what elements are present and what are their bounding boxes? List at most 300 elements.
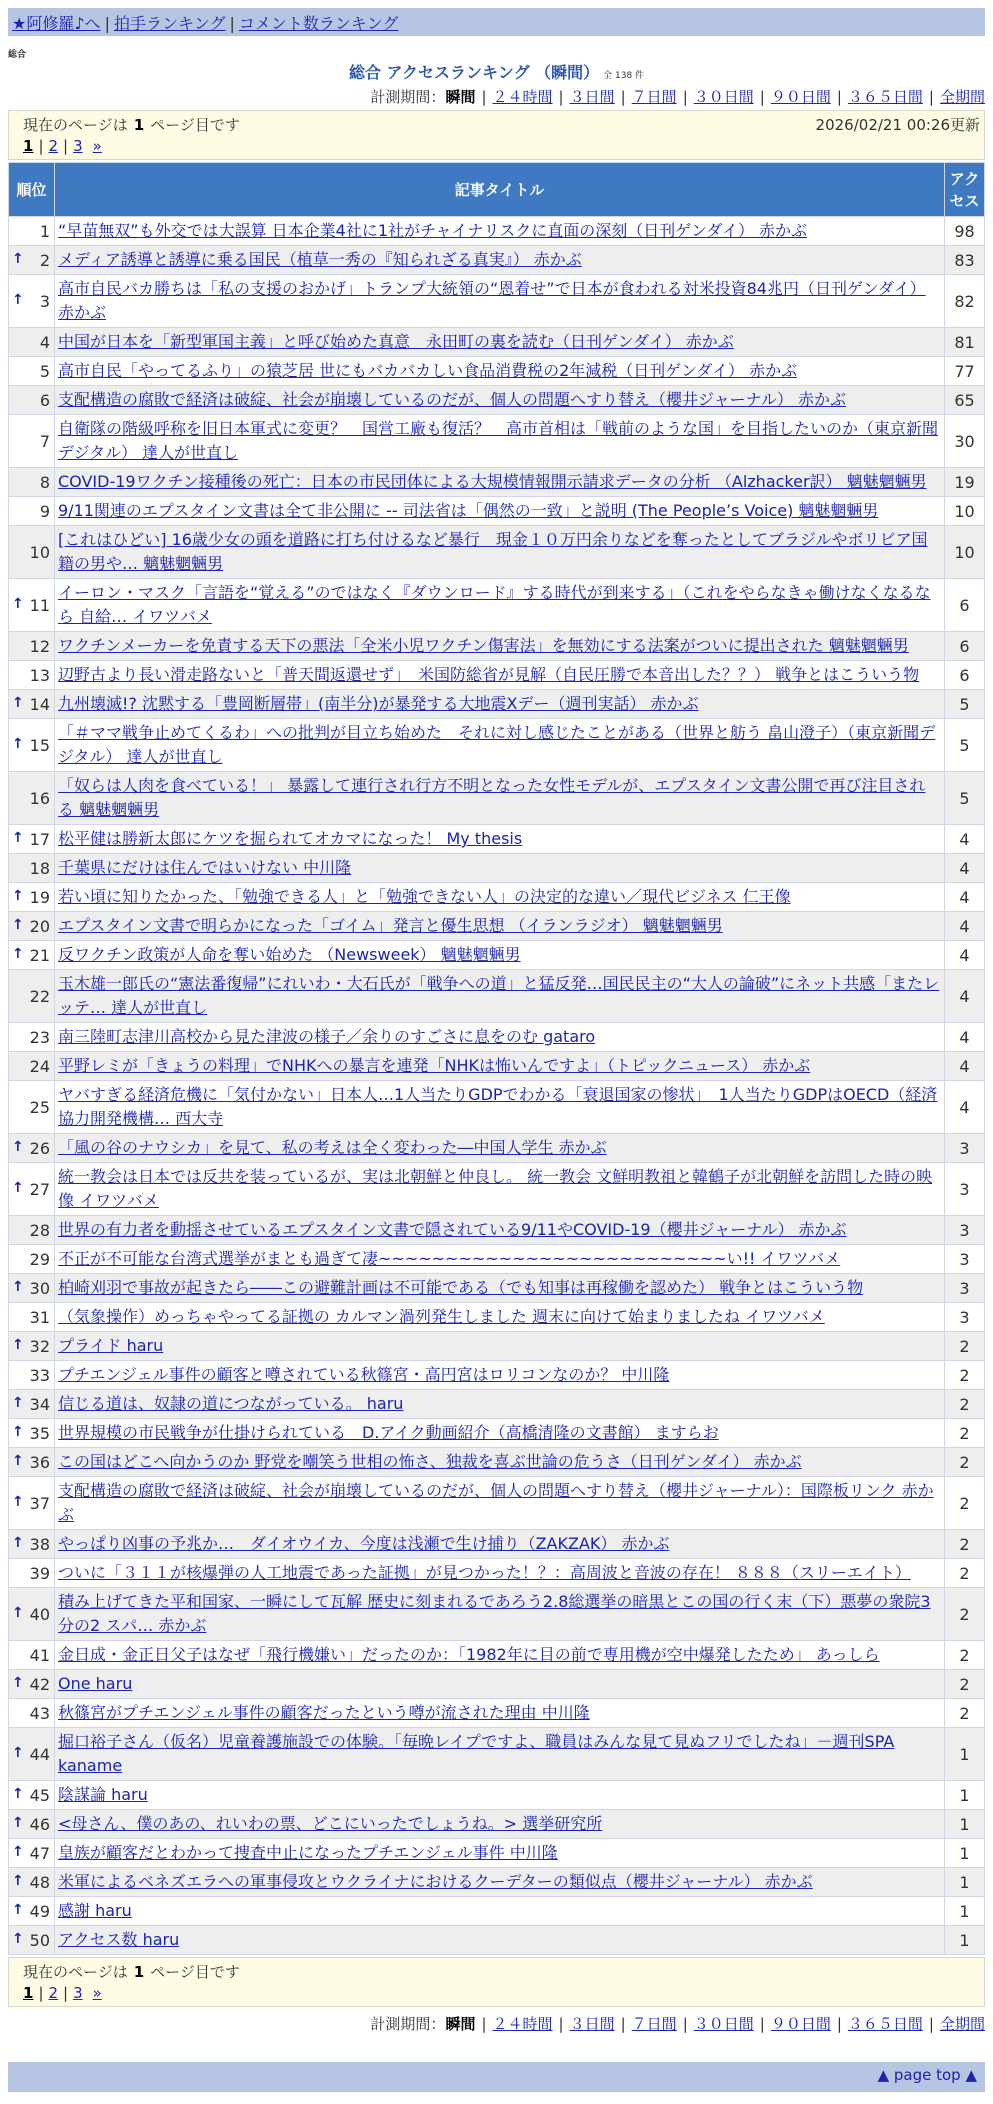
rank-number: 48 xyxy=(29,1872,50,1892)
title-cell xyxy=(55,1303,945,1332)
period-link[interactable]: ３６５日間 xyxy=(847,88,923,106)
article-link[interactable]: 平野レミが「きょうの料理」でNHKへの暴言を連発「NHKは怖いんですよ」（トピックニュース） 赤かぶ xyxy=(58,1056,811,1075)
period-link[interactable]: ２４時間 xyxy=(492,2015,553,2033)
title-cell xyxy=(55,1728,945,1781)
rank-cell xyxy=(9,526,55,579)
title-cell xyxy=(55,1641,945,1670)
article-link[interactable]: 信じる道は、奴隷の道につながっている。 haru xyxy=(58,1394,404,1413)
article-link[interactable]: 南三陸町志津川高校から見た津波の様子／余りのすごさに息をのむ gataro xyxy=(58,1027,596,1046)
article-link[interactable]: 世界の有力者を動揺させているエプスタイン文書で隠されている9/11やCOVID-19（櫻井ジャーナル） 赤かぶ xyxy=(58,1220,847,1239)
title-cell xyxy=(55,246,945,275)
article-link[interactable]: 秋篠宮がプチエンジェル事件の顧客だったという噂が流された理由 中川隆 xyxy=(58,1703,590,1722)
article-link[interactable]: 中国が日本を「新型軍国主義」と呼び始めた真意 永田町の裏を読む（日刊ゲンダイ） 赤かぶ xyxy=(58,332,734,351)
rank-number: 9 xyxy=(39,501,50,521)
table-row xyxy=(9,912,985,941)
article-link[interactable]: メディア誘導と誘導に乗る国民（植草一秀の『知られざる真実』） 赤かぶ xyxy=(58,250,582,269)
title-cell xyxy=(55,468,945,497)
rank-cell xyxy=(9,1839,55,1868)
rank-up-arrow-icon: ↑ xyxy=(12,1336,24,1353)
access-count: 10 xyxy=(945,497,985,526)
article-link[interactable]: 「風の谷のナウシカ」を見て、私の考えは全く変わった―中国人学生 赤かぶ xyxy=(58,1138,607,1157)
access-count: 81 xyxy=(945,328,985,357)
rank-cell xyxy=(9,1448,55,1477)
access-count: 2 xyxy=(945,1559,985,1588)
period-separator: | xyxy=(682,88,688,106)
table-row xyxy=(9,497,985,526)
access-count: 6 xyxy=(945,661,985,690)
title-cell xyxy=(55,415,945,468)
col-title-header: 記事タイトル xyxy=(55,163,945,217)
title-cell xyxy=(55,970,945,1023)
rank-cell xyxy=(9,468,55,497)
article-link[interactable]: 支配構造の腐敗で経済は破綻、社会が崩壊しているのだが、個人の問題へすり替え（櫻井ジャーナル）：国際板リンク 赤かぶ xyxy=(58,1481,934,1524)
page-links xyxy=(23,137,970,155)
rank-number: 43 xyxy=(29,1703,50,1723)
access-count: 1 xyxy=(945,1868,985,1897)
rank-up-arrow-icon: ↑ xyxy=(12,1814,24,1831)
rank-up-arrow-icon: ↑ xyxy=(12,1138,24,1155)
title-cell xyxy=(55,1926,945,1955)
article-link[interactable]: ついに「３１１が核爆弾の人工地震であった証拠」が見つかった！？：高周波と音波の存在！ ８８８（スリーエイト） xyxy=(58,1563,911,1582)
rank-number: 23 xyxy=(29,1027,50,1047)
period-link[interactable]: 全期間 xyxy=(939,88,985,106)
access-count: 2 xyxy=(945,1670,985,1699)
title-cell xyxy=(55,854,945,883)
title-cell xyxy=(55,1868,945,1897)
current-page-number: 1 xyxy=(133,116,145,134)
title-cell xyxy=(55,1670,945,1699)
rank-number: 36 xyxy=(29,1452,50,1472)
rank-up-arrow-icon: ↑ xyxy=(12,250,24,267)
article-link[interactable]: 世界規模の市民戦争が仕掛けられている D.アイク動画紹介（高橋清隆の文書館） ますらお xyxy=(58,1423,719,1442)
access-count: 2 xyxy=(945,1448,985,1477)
rank-number: 39 xyxy=(29,1563,50,1583)
access-count: 4 xyxy=(945,825,985,854)
rank-up-arrow-icon: ↑ xyxy=(12,1901,24,1918)
table-row xyxy=(9,941,985,970)
rank-number: 5 xyxy=(39,361,50,381)
rank-cell xyxy=(9,1274,55,1303)
table-row xyxy=(9,328,985,357)
article-link[interactable]: 高市自民「やってるふり」の猿芝居 世にもバカバカしい食品消費税の2年減税（日刊ゲンダイ） 赤かぶ xyxy=(58,361,798,380)
rank-up-arrow-icon: ↑ xyxy=(12,1394,24,1411)
period-link[interactable]: ３０日間 xyxy=(693,2015,754,2033)
article-link[interactable]: COVID-19ワクチン接種後の死亡：日本の市民団体による大規模情報開示請求データの分析 （Alzhacker訳） 魑魅魍魎男 xyxy=(58,472,927,491)
page-separator: | xyxy=(63,137,69,155)
rank-cell xyxy=(9,1477,55,1530)
rank-cell xyxy=(9,1052,55,1081)
article-link[interactable]: 積み上げてきた平和国家、一瞬にして瓦解 歴史に刻まれるであろう2.8総選挙の暗黒とこの国の行く末（下）悪夢の衆院3分の2 スパ… 赤かぶ xyxy=(58,1592,931,1635)
access-count: 2 xyxy=(945,1699,985,1728)
next-page-link[interactable]: » xyxy=(92,1984,102,2002)
table-row xyxy=(9,1332,985,1361)
rank-up-arrow-icon: ↑ xyxy=(12,735,24,752)
access-count: 1 xyxy=(945,1810,985,1839)
period-label: 計測期間： xyxy=(370,2015,446,2033)
article-link[interactable]: 「＃ママ戦争止めてくるわ」への批判が目立ち始めた それに対し感じたことがある（世界と舫う 畠山澄子）（東京新聞デジタル） 達人が世直し xyxy=(58,723,936,766)
article-link[interactable]: 自衛隊の階級呼称を旧日本軍式に変更？ 国営工廠も復活？ 高市首相は「戦前のような国」を目指したいのか（東京新聞デジタル） 達人が世直し xyxy=(58,419,939,462)
title-cell xyxy=(55,526,945,579)
article-link[interactable]: 「奴らは人肉を食べている！」 暴露して連行され行方不明となった女性モデルが、エプスタイン文書公開で再び注目される 魑魅魍魎男 xyxy=(58,776,926,819)
rank-number: 45 xyxy=(29,1785,50,1805)
rank-cell xyxy=(9,1419,55,1448)
table-row xyxy=(9,1303,985,1332)
rank-cell xyxy=(9,1216,55,1245)
access-count: 98 xyxy=(945,217,985,246)
table-row xyxy=(9,1728,985,1781)
article-link[interactable]: 米軍によるベネズエラへの軍事侵攻とウクライナにおけるクーデターの類似点（櫻井ジャーナル） 赤かぶ xyxy=(58,1872,813,1891)
rank-number: 37 xyxy=(29,1493,50,1513)
table-row xyxy=(9,719,985,772)
article-link[interactable]: プチエンジェル事件の顧客と噂されている秋篠宮・高円宮はロリコンなのか？ 中川隆 xyxy=(58,1365,670,1384)
rank-cell xyxy=(9,1781,55,1810)
rank-cell xyxy=(9,579,55,632)
title-cell xyxy=(55,1810,945,1839)
table-row xyxy=(9,632,985,661)
title-cell xyxy=(55,1216,945,1245)
article-link[interactable]: 反ワクチン政策が人命を奪い始めた （Newsweek） 魑魅魍魎男 xyxy=(58,945,521,964)
rank-cell xyxy=(9,941,55,970)
table-row xyxy=(9,275,985,328)
rank-number: 4 xyxy=(39,332,50,352)
access-count: 4 xyxy=(945,941,985,970)
table-row xyxy=(9,1361,985,1390)
access-count: 6 xyxy=(945,632,985,661)
rank-number: 50 xyxy=(29,1930,50,1950)
table-row xyxy=(9,1670,985,1699)
rank-up-arrow-icon: ↑ xyxy=(12,1423,24,1440)
rank-up-arrow-icon: ↑ xyxy=(12,1674,24,1691)
article-link[interactable]: ワクチンメーカーを免責する天下の悪法「全米小児ワクチン傷害法」を無効にする法案がついに提出された 魑魅魍魎男 xyxy=(58,636,909,655)
article-link[interactable]: ヤバすぎる経済危機に「気付かない」日本人…1人当たりGDPでわかる「衰退国家の惨状」 1人当たりGDPはOECD（経済協力開発機構… 西大寺 xyxy=(58,1085,938,1128)
title-cell xyxy=(55,772,945,825)
title-cell xyxy=(55,1477,945,1530)
period-link[interactable]: ７日間 xyxy=(631,88,677,106)
period-link[interactable]: ７日間 xyxy=(631,2015,677,2033)
table-row xyxy=(9,579,985,632)
article-link[interactable]: 高市自民バカ勝ちは「私の支援のおかげ」トランプ大統領の“恩着せ”で日本が食われる対米投資84兆円（日刊ゲンダイ） 赤かぶ xyxy=(58,279,926,322)
updated-timestamp: 2026/02/21 00:26更新 xyxy=(815,116,980,134)
total-count: 全 138 件 xyxy=(603,71,645,81)
table-row xyxy=(9,970,985,1023)
article-link[interactable]: エプスタイン文書で明らかになった「ゴイム」発言と優生思想 （イランラジオ） 魑魅魍魎男 xyxy=(58,916,723,935)
access-count: 2 xyxy=(945,1530,985,1559)
category-label: 総合 xyxy=(8,50,27,60)
article-link[interactable]: やっぱり凶事の予兆か… ダイオウイカ、今度は浅瀬で生け捕り（ZAKZAK） 赤かぶ xyxy=(58,1534,670,1553)
access-count: 3 xyxy=(945,1163,985,1216)
rank-up-arrow-icon: ↑ xyxy=(12,945,24,962)
title-cell xyxy=(55,1361,945,1390)
rank-up-arrow-icon: ↑ xyxy=(12,916,24,933)
title-cell xyxy=(55,1163,945,1216)
period-separator: | xyxy=(558,88,564,106)
page-separator: | xyxy=(63,1984,69,2002)
title-cell xyxy=(55,1332,945,1361)
comment-ranking-link[interactable]: コメント数ランキング xyxy=(238,14,399,33)
rank-number: 41 xyxy=(29,1645,50,1665)
rank-cell xyxy=(9,825,55,854)
article-link[interactable]: 松平健は勝新太郎にケツを掘られてオカマになった！ My thesis xyxy=(58,829,523,848)
rank-cell xyxy=(9,690,55,719)
article-link[interactable]: 若い頃に知りたかった、「勉強できる人」と「勉強できない人」の決定的な違い／現代ビジネス 仁王像 xyxy=(58,887,791,906)
access-count: 4 xyxy=(945,1052,985,1081)
table-row xyxy=(9,1081,985,1134)
article-link[interactable]: 支配構造の腐敗で経済は破綻、社会が崩壊しているのだが、個人の問題へすり替え（櫻井ジャーナル） 赤かぶ xyxy=(58,390,846,409)
rank-up-arrow-icon: ↑ xyxy=(12,887,24,904)
rank-up-arrow-icon: ↑ xyxy=(12,1604,24,1621)
rank-cell xyxy=(9,1530,55,1559)
table-row xyxy=(9,1897,985,1926)
title-cell xyxy=(55,632,945,661)
rank-cell xyxy=(9,1641,55,1670)
rank-number: 30 xyxy=(29,1278,50,1298)
period-link[interactable]: ９０日間 xyxy=(770,88,831,106)
rank-number: 31 xyxy=(29,1307,50,1327)
period-separator: | xyxy=(620,2015,626,2033)
table-row xyxy=(9,1588,985,1641)
article-link[interactable]: [これはひどい] 16歳少女の頭を道路に打ち付けるなど暴行 現金１０万円余りなどを奪ったとしてブラジルやボリビア国籍の男や… 魑魅魍魎男 xyxy=(58,530,928,573)
rank-cell xyxy=(9,1897,55,1926)
page-links xyxy=(23,1984,970,2002)
period-label: 計測期間： xyxy=(370,88,446,106)
period-selector-bottom xyxy=(8,2013,985,2034)
rank-number: 33 xyxy=(29,1365,50,1385)
rank-cell xyxy=(9,1361,55,1390)
period-link[interactable]: ２４時間 xyxy=(492,88,553,106)
title-cell xyxy=(55,825,945,854)
ranking-title: 総合 アクセスランキング （瞬間） xyxy=(348,63,600,82)
title-cell xyxy=(55,1390,945,1419)
rank-up-arrow-icon: ↑ xyxy=(12,1872,24,1889)
rank-up-arrow-icon: ↑ xyxy=(12,595,24,612)
access-count: 1 xyxy=(945,1926,985,1955)
rank-cell xyxy=(9,632,55,661)
top-nav-bar: ★阿修羅♪へ | 拍手ランキング | コメント数ランキング xyxy=(8,8,985,36)
title-cell xyxy=(55,328,945,357)
bottom-bar xyxy=(8,2062,985,2092)
period-current: 瞬間 xyxy=(445,2015,476,2033)
table-row xyxy=(9,1245,985,1274)
period-link[interactable]: 全期間 xyxy=(939,2015,985,2033)
article-link[interactable]: One haru xyxy=(58,1674,133,1693)
page-separator: | xyxy=(38,1984,44,2002)
rank-cell xyxy=(9,386,55,415)
period-separator: | xyxy=(558,2015,564,2033)
rank-cell xyxy=(9,1134,55,1163)
rank-up-arrow-icon: ↑ xyxy=(12,1930,24,1947)
title-cell xyxy=(55,1274,945,1303)
current-page-number: 1 xyxy=(133,1963,145,1981)
access-count: 30 xyxy=(945,415,985,468)
table-row xyxy=(9,1274,985,1303)
rank-number: 13 xyxy=(29,665,50,685)
table-row xyxy=(9,357,985,386)
table-row xyxy=(9,1781,985,1810)
rank-number: 10 xyxy=(29,542,50,562)
title-cell xyxy=(55,690,945,719)
article-link[interactable]: 九州壊滅!? 沈黙する「豊岡断層帯」(南半分)が暴発する大地震Xデー（週刊実話） 赤かぶ xyxy=(58,694,699,713)
page-current: 1 xyxy=(23,1984,34,2002)
table-row xyxy=(9,1839,985,1868)
title-cell xyxy=(55,941,945,970)
rank-number: 22 xyxy=(29,986,50,1006)
rank-cell xyxy=(9,1390,55,1419)
title-cell xyxy=(55,1448,945,1477)
access-count: 5 xyxy=(945,719,985,772)
title-cell xyxy=(55,1588,945,1641)
table-row xyxy=(9,1419,985,1448)
access-count: 1 xyxy=(945,1839,985,1868)
rank-number: 18 xyxy=(29,858,50,878)
access-count: 2 xyxy=(945,1588,985,1641)
title-cell xyxy=(55,217,945,246)
rank-cell xyxy=(9,497,55,526)
rank-number: 46 xyxy=(29,1814,50,1834)
current-page-text xyxy=(23,1961,970,1982)
table-row xyxy=(9,1641,985,1670)
rank-number: 24 xyxy=(29,1056,50,1076)
col-rank-header: 順位 xyxy=(9,163,55,217)
article-link[interactable]: 玉木雄一郎氏の“憲法番復帰”にれいわ・大石氏が「戦争への道」と猛反発…国民民主の“大人の論破”にネット共感「またレッテ… 達人が世直し xyxy=(58,974,940,1017)
table-row xyxy=(9,883,985,912)
rank-up-arrow-icon: ↑ xyxy=(12,1534,24,1551)
article-link[interactable]: 千葉県にだけは住んではいけない 中川隆 xyxy=(58,858,352,877)
rank-cell xyxy=(9,719,55,772)
table-row xyxy=(9,1216,985,1245)
rank-number: 8 xyxy=(39,472,50,492)
rank-cell xyxy=(9,1163,55,1216)
rank-cell xyxy=(9,217,55,246)
period-link[interactable]: ３０日間 xyxy=(693,88,754,106)
rank-cell xyxy=(9,772,55,825)
period-separator: | xyxy=(928,88,934,106)
table-row xyxy=(9,246,985,275)
access-count: 83 xyxy=(945,246,985,275)
title-cell xyxy=(55,912,945,941)
period-link[interactable]: ３日間 xyxy=(569,88,615,106)
article-link[interactable]: 掘口裕子さん（仮名）児童養護施設での体験。「毎晩レイプですよ、職員はみんな見て見ぬフリでしたね」－週刊SPA kaname xyxy=(58,1732,895,1775)
article-link[interactable]: “早苗無双”も外交では大誤算 日本企業4社に1社がチャイナリスクに直面の深刻（日刊ゲンダイ） 赤かぶ xyxy=(58,221,808,240)
period-link[interactable]: ３６５日間 xyxy=(847,2015,923,2033)
page-top-link[interactable]: ▲ page top ▲ xyxy=(877,2066,977,2084)
period-link[interactable]: ９０日間 xyxy=(770,2015,831,2033)
table-row xyxy=(9,1699,985,1728)
title-cell xyxy=(55,497,945,526)
title-cell xyxy=(55,1530,945,1559)
article-link[interactable]: この国はどこへ向かうのか 野党を嘲笑う世相の怖さ、独裁を喜ぶ世論の危うさ（日刊ゲンダイ） 赤かぶ xyxy=(58,1452,802,1471)
title-cell xyxy=(55,1897,945,1926)
access-count: 19 xyxy=(945,468,985,497)
access-count: 77 xyxy=(945,357,985,386)
table-row xyxy=(9,661,985,690)
page-separator: | xyxy=(38,137,44,155)
home-link[interactable]: ★阿修羅♪へ xyxy=(12,14,101,33)
table-row xyxy=(9,825,985,854)
article-link[interactable]: 辺野古より長い滑走路ないと「普天間返還せず」 米国防総省が見解（自民圧勝で本音出した？？） 戦争とはこういう物 xyxy=(58,665,920,684)
article-link[interactable]: 統一教会は日本では反共を装っているが、実は北朝鮮と仲良し。 統一教会 文鮮明教祖と韓鶴子が北朝鮮を訪問した時の映像 イワツバメ xyxy=(58,1167,933,1210)
rank-up-arrow-icon: ↑ xyxy=(12,829,24,846)
title-cell xyxy=(55,579,945,632)
period-separator: | xyxy=(759,2015,765,2033)
rank-cell xyxy=(9,1559,55,1588)
rank-number: 32 xyxy=(29,1336,50,1356)
clap-ranking-link[interactable]: 拍手ランキング xyxy=(113,14,226,33)
article-link[interactable]: 9/11関連のエプスタイン文書は全て非公開に -- 司法省は「偶然の一致」と説明 (The People’s Voice) 魑魅魍魎男 xyxy=(58,501,879,520)
title-cell xyxy=(55,386,945,415)
rank-cell xyxy=(9,1699,55,1728)
article-link[interactable]: 陰謀論 haru xyxy=(58,1785,148,1804)
rank-cell xyxy=(9,357,55,386)
rank-number: 15 xyxy=(29,735,50,755)
rank-up-arrow-icon: ↑ xyxy=(12,1493,24,1510)
period-link[interactable]: ３日間 xyxy=(569,2015,615,2033)
table-row xyxy=(9,1477,985,1530)
current-page-suffix: ページ目です xyxy=(150,1963,240,1981)
rank-cell xyxy=(9,661,55,690)
article-link[interactable]: 不正が不可能な台湾式選挙がまとも過ぎて凄~~~~~~~~~~~~~~~~~~~~~~~~~~い!! イワツバメ xyxy=(58,1249,841,1268)
article-link[interactable]: 金日成・金正日父子はなぜ「飛行機嫌い」だったのか：「1982年に目の前で専用機が空中爆発したため」 あっしら xyxy=(58,1645,880,1664)
article-link[interactable]: <母さん、僕のあの、れいわの票、どこにいったでしょうね。> 選挙研究所 xyxy=(58,1814,603,1833)
rank-up-arrow-icon: ↑ xyxy=(12,291,24,308)
rank-cell xyxy=(9,246,55,275)
access-count: 4 xyxy=(945,912,985,941)
rank-up-arrow-icon: ↑ xyxy=(12,1179,24,1196)
rank-cell xyxy=(9,275,55,328)
rank-up-arrow-icon: ↑ xyxy=(12,1785,24,1802)
rank-number: 12 xyxy=(29,636,50,656)
title-cell xyxy=(55,1839,945,1868)
title-cell xyxy=(55,1081,945,1134)
title-cell xyxy=(55,1134,945,1163)
article-link[interactable]: プライド haru xyxy=(58,1336,164,1355)
access-count: 2 xyxy=(945,1419,985,1448)
next-page-link[interactable]: » xyxy=(92,137,102,155)
page-link[interactable]: 3 xyxy=(73,1984,83,2002)
rank-number: 49 xyxy=(29,1901,50,1921)
article-link[interactable]: イーロン・マスク「言語を“覚える”のではなく『ダウンロード』する時代が到来する」（これをやらなきゃ働けなくなるなら 自給… イワツバメ xyxy=(58,583,931,626)
rank-cell xyxy=(9,415,55,468)
rank-cell xyxy=(9,1810,55,1839)
rank-cell xyxy=(9,1728,55,1781)
access-count: 3 xyxy=(945,1303,985,1332)
article-link[interactable]: アクセス数 haru xyxy=(58,1930,180,1949)
page-link[interactable]: 2 xyxy=(48,1984,59,2002)
access-count: 5 xyxy=(945,690,985,719)
table-row xyxy=(9,386,985,415)
rank-number: 6 xyxy=(39,390,50,410)
article-link[interactable]: （気象操作）めっちゃやってる証拠の カルマン渦列発生しました 週末に向けて始まりましたね イワツバメ xyxy=(58,1307,825,1326)
access-count: 10 xyxy=(945,526,985,579)
article-link[interactable]: 皇族が顧客だとわかって捜査中止になったプチエンジェル事件 中川隆 xyxy=(58,1843,558,1862)
page-link[interactable]: 2 xyxy=(48,137,59,155)
page-link[interactable]: 3 xyxy=(73,137,83,155)
rank-number: 44 xyxy=(29,1744,50,1764)
access-count: 1 xyxy=(945,1897,985,1926)
table-row xyxy=(9,1052,985,1081)
table-row xyxy=(9,1023,985,1052)
rank-number: 26 xyxy=(29,1138,50,1158)
article-link[interactable]: 柏崎刈羽で事故が起きたら――この避難計画は不可能である（でも知事は再稼働を認めた） 戦争とはこういう物 xyxy=(58,1278,864,1297)
rank-cell xyxy=(9,1303,55,1332)
rank-number: 35 xyxy=(29,1423,50,1443)
rank-number: 25 xyxy=(29,1097,50,1117)
rank-number: 11 xyxy=(29,595,50,615)
article-link[interactable]: 感謝 haru xyxy=(58,1901,132,1920)
ranking-rows xyxy=(9,217,985,1955)
period-separator: | xyxy=(759,88,765,106)
access-count: 3 xyxy=(945,1274,985,1303)
rank-cell xyxy=(9,1332,55,1361)
